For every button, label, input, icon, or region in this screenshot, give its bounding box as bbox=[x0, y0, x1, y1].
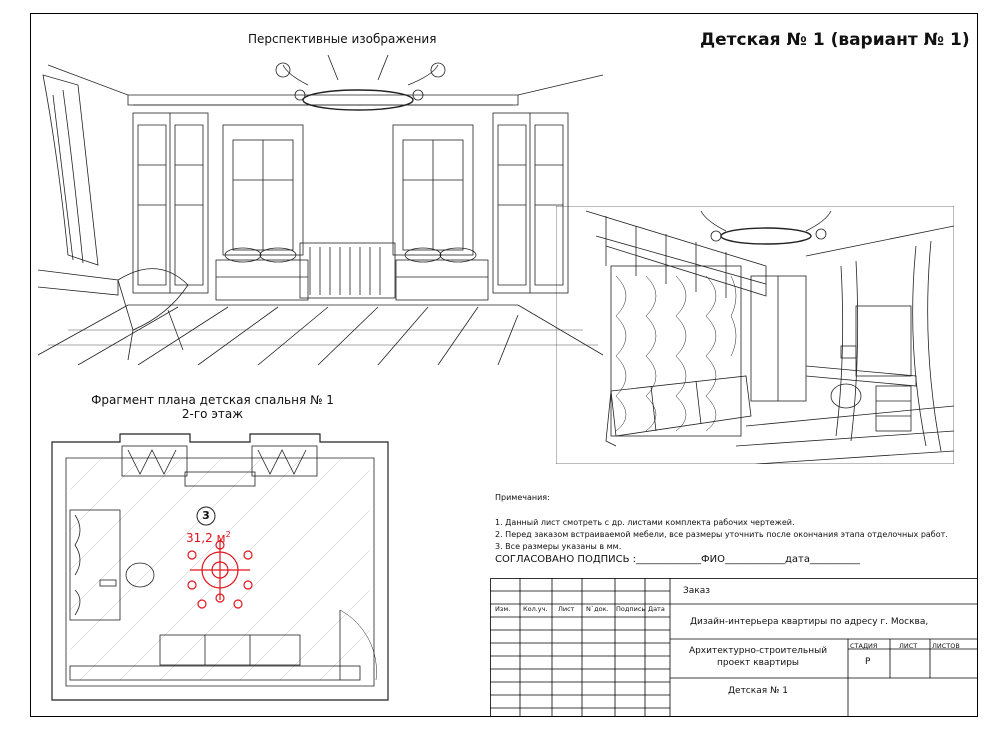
note-item: 1. Данный лист смотреть с др. листами комплекта рабочих чертежей. bbox=[495, 518, 795, 527]
approval-line: СОГЛАСОВАНО ПОДПИСЬ :_____________ФИО____________дата__________ bbox=[495, 554, 860, 565]
note-item: 2. Перед заказом встраиваемой мебели, все размеры уточнить после окончания этапа отделочных работ. bbox=[495, 530, 948, 539]
stamp-section-line-1: Архитектурно-строительный bbox=[688, 646, 828, 656]
stamp-col-list: Лист bbox=[558, 605, 575, 613]
note-item: 3. Все размеры указаны в мм. bbox=[495, 542, 622, 551]
stamp-col-sign: Подпись bbox=[616, 605, 646, 613]
notes bbox=[495, 492, 975, 553]
stamp-col-date: Дата bbox=[648, 605, 665, 613]
notes-header: Примечания: bbox=[495, 493, 550, 502]
plan-title-line-1: Фрагмент плана детская спальня № 1 bbox=[91, 393, 334, 407]
stamp-stage-header: СТАДИЯ bbox=[850, 642, 878, 650]
sheet-title: Детская № 1 (вариант № 1) bbox=[700, 30, 970, 50]
room-area-value: 31,2 м bbox=[186, 531, 226, 545]
stamp-section bbox=[683, 645, 833, 669]
perspective-view-2 bbox=[556, 206, 954, 464]
room-area-superscript: 2 bbox=[225, 530, 231, 539]
plan-title bbox=[80, 393, 345, 421]
plan-title-line-2: 2-го этаж bbox=[181, 407, 244, 421]
stamp-col-kol: Кол.уч. bbox=[523, 605, 548, 613]
stamp-sheets-header: ЛИСТОВ bbox=[932, 642, 960, 650]
stamp-stage-value: Р bbox=[865, 657, 871, 667]
stamp-order-label: Заказ bbox=[683, 586, 711, 596]
perspective-title: Перспективные изображения bbox=[248, 32, 437, 46]
floor-plan bbox=[40, 430, 400, 712]
stamp-col-izm: Изм. bbox=[495, 605, 511, 613]
room-number: 3 bbox=[202, 509, 210, 522]
stamp-sheet-header: ЛИСТ bbox=[899, 642, 918, 650]
stamp-section-line-2: проект квартиры bbox=[716, 658, 800, 668]
room-area-label bbox=[186, 530, 231, 545]
stamp-sheet-name: Детская № 1 bbox=[728, 686, 788, 696]
perspective-view-1 bbox=[38, 55, 608, 365]
stamp-project-name: Дизайн-интерьера квартиры по адресу г. Москва, bbox=[690, 617, 929, 627]
stamp-col-doc: N`док. bbox=[586, 605, 609, 613]
